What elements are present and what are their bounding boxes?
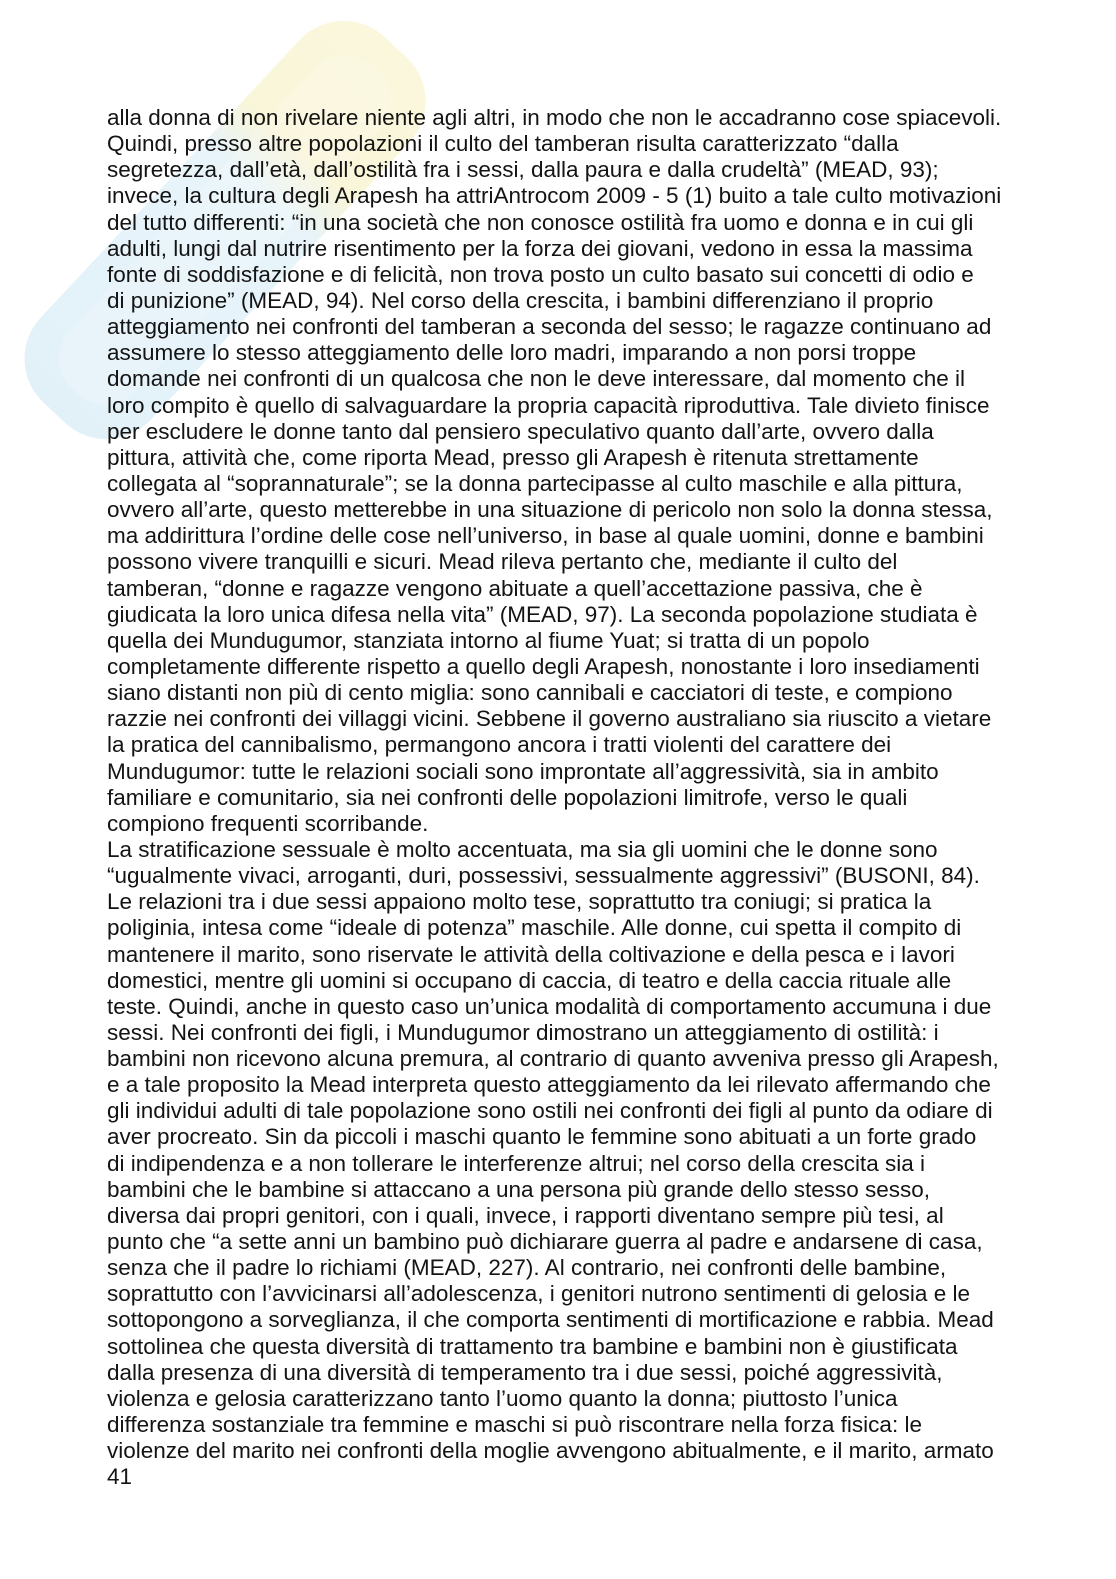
text-line: mantenere il marito, sono riservate le attività della coltivazione e della pesca e i lavori xyxy=(107,941,955,967)
text-line: quella dei Mundugumor, stanziata intorno al fiume Yuat; si tratta di un popolo xyxy=(107,627,870,653)
text-line: pittura, attività che, come riporta Mead, presso gli Arapesh è ritenuta strettamente xyxy=(107,444,919,470)
text-line: teste. Quindi, anche in questo caso un’unica modalità di comportamento accumuna i due xyxy=(107,993,992,1019)
text-line: tamberan, “donne e ragazze vengono abituate a quell’accettazione passiva, che è xyxy=(107,575,923,601)
text-line: bambini non ricevono alcuna premura, al contrario di quanto avveniva presso gli Arapesh, xyxy=(107,1046,999,1072)
text-line: sottopongono a sorveglianza, il che comporta sentimenti di mortificazione e rabbia. Mead xyxy=(107,1307,994,1333)
text-line: atteggiamento nei confronti del tamberan a seconda del sesso; le ragazze continuano ad xyxy=(107,314,992,340)
text-line: giudicata la loro unica difesa nella vita” (MEAD, 97). La seconda popolazione studiata è xyxy=(107,601,978,627)
text-line: e a tale proposito la Mead interpreta questo atteggiamento da lei rilevato affermando che xyxy=(107,1072,991,1098)
text-line: ma addirittura l’ordine delle cose nell’universo, in base al quale uomini, donne e bambini xyxy=(107,523,984,549)
text-line: compiono frequenti scorribande. xyxy=(107,810,429,836)
text-line: Quindi, presso altre popolazioni il culto del tamberan risulta caratterizzato “dalla xyxy=(107,131,899,157)
text-line: familiare e comunitario, sia nei confronti delle popolazioni limitrofe, verso le quali xyxy=(107,784,908,810)
text-line: Le relazioni tra i due sessi appaiono molto tese, soprattutto tra coniugi; si pratica la xyxy=(107,889,932,915)
text-line: violenza e gelosia caratterizzano tanto l’uomo quanto la donna; piuttosto l’unica xyxy=(107,1385,898,1411)
text-line: violenze del marito nei confronti della moglie avvengono abitualmente, e il marito, armato xyxy=(107,1438,994,1464)
text-line: sottolinea che questa diversità di trattamento tra bambine e bambini non è giustificata xyxy=(107,1333,958,1359)
text-line: invece, la cultura degli Arapesh ha attriAntrocom 2009 - 5 (1) buito a tale culto motivazioni xyxy=(107,183,1002,209)
text-line: completamente differente rispetto a quello degli Arapesh, nonostante i loro insediamenti xyxy=(107,653,980,679)
text-line: possono vivere tranquilli e sicuri. Mead rileva pertanto che, mediante il culto del xyxy=(107,549,898,575)
text-line: razzie nei confronti dei villaggi vicini. Sebbene il governo australiano sia riuscito a vietare xyxy=(107,706,992,732)
text-line: la pratica del cannibalismo, permangono ancora i tratti violenti del carattere dei xyxy=(107,732,892,758)
text-line: alla donna di non rivelare niente agli altri, in modo che non le accadranno cose spiacevoli. xyxy=(107,105,1002,130)
text-line: punto che “a sette anni un bambino può dichiarare guerra al padre e andarsene di casa, xyxy=(107,1229,983,1255)
text-line: assumere lo stesso atteggiamento delle loro madri, imparando a non porsi troppe xyxy=(107,340,917,366)
text-line: La stratificazione sessuale è molto accentuata, ma sia gli uomini che le donne sono xyxy=(107,836,938,862)
text-line: aver procreato. Sin da piccoli i maschi quanto le femmine sono abituati a un forte grado xyxy=(107,1124,977,1150)
text-line: poliginia, intesa come “ideale di potenza” maschile. Alle donne, cui spetta il compito di xyxy=(107,915,962,941)
text-line: di punizione” (MEAD, 94). Nel corso della crescita, i bambini differenziano il proprio xyxy=(107,287,934,313)
text-line: soprattutto con l’avvicinarsi all’adolescenza, i genitori nutrono sentimenti di gelosia e le xyxy=(107,1281,970,1307)
text-line: fonte di soddisfazione e di felicità, non trova posto un culto basato sui concetti di odio e xyxy=(107,261,974,287)
text-line: loro compito è quello di salvaguardare la propria capacità riproduttiva. Tale divieto finisce xyxy=(107,392,990,418)
text-line: “ugualmente vivaci, arroganti, duri, possessivi, sessualmente aggressivi” (BUSONI, 84). xyxy=(107,863,980,889)
text-line: bambini che le bambine si attaccano a una persona più grande dello stesso sesso, xyxy=(107,1176,931,1202)
text-line: ovvero all’arte, questo metterebbe in una situazione di pericolo non solo la donna stessa, xyxy=(107,497,993,523)
body-text xyxy=(107,105,1012,1490)
page-number: 41 xyxy=(107,1464,133,1490)
paragraph xyxy=(107,837,1012,1464)
text-line: domande nei confronti di un qualcosa che non le deve interessare, dal momento che il xyxy=(107,366,966,392)
text-line: sessi. Nei confronti dei figli, i Mundugumor dimostrano un atteggiamento di ostilità: i xyxy=(107,1019,939,1045)
text-line: diversa dai propri genitori, con i quali, invece, i rapporti diventano sempre più tesi, al xyxy=(107,1202,944,1228)
paragraph xyxy=(107,105,1012,837)
text-line: senza che il padre lo richiami (MEAD, 227). Al contrario, nei confronti delle bambine, xyxy=(107,1255,947,1281)
text-line: adulti, lungi dal nutrire risentimento per la forza dei giovani, vedono in essa la massima xyxy=(107,235,973,261)
text-line: dalla presenza di una diversità di temperamento tra i due sessi, poiché aggressività, xyxy=(107,1359,943,1385)
text-line: differenza sostanziale tra femmine e maschi si può riscontrare nella forza fisica: le xyxy=(107,1412,922,1438)
text-line: collegata al “soprannaturale”; se la donna partecipasse al culto maschile e alla pittura, xyxy=(107,470,963,496)
text-line: del tutto differenti: “in una società che non conosce ostilità fra uomo e donna e in cui gli xyxy=(107,209,974,235)
text-line: segretezza, dall’età, dall’ostilità fra i sessi, dalla paura e dalla crudeltà” (MEAD, 93); xyxy=(107,157,939,183)
text-line: siano distanti non più di cento miglia: sono cannibali e cacciatori di teste, e compiono xyxy=(107,680,953,706)
text-line: domestici, mentre gli uomini si occupano di caccia, di teatro e della caccia rituale alle xyxy=(107,967,952,993)
text-line: gli individui adulti di tale popolazione sono ostili nei confronti dei figli al punto da odiare di xyxy=(107,1098,993,1124)
text-line: di indipendenza e a non tollerare le interferenze altrui; nel corso della crescita sia i xyxy=(107,1150,925,1176)
text-line: per escludere le donne tanto dal pensiero speculativo quanto dall’arte, ovvero dalla xyxy=(107,418,934,444)
text-line: Mundugumor: tutte le relazioni sociali sono improntate all’aggressività, sia in ambito xyxy=(107,758,939,784)
